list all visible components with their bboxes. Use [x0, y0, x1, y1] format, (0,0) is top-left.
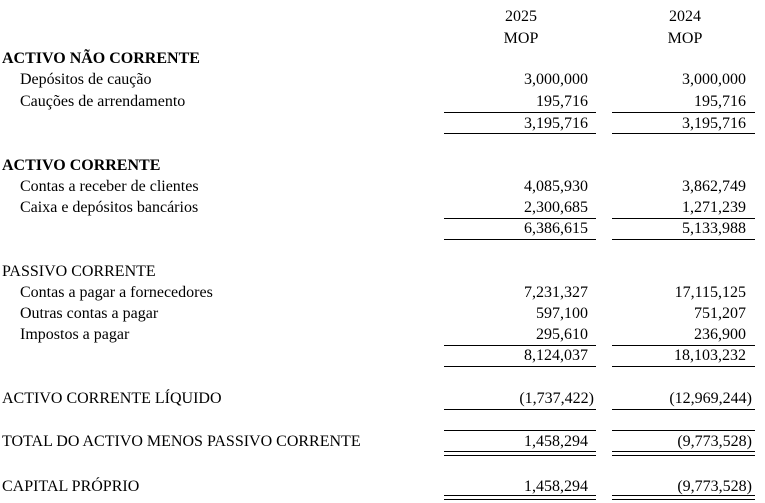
subtotal-rule — [612, 112, 755, 113]
total-assets-less-liabilities-label: TOTAL DO ACTIVO MENOS PASSIVO CORRENTE — [2, 433, 361, 450]
current-liabilities-title: PASSIVO CORRENTE — [2, 263, 156, 280]
double-underline — [444, 451, 596, 456]
net-current-assets-label: ACTIVO CORRENTE LÍQUIDO — [2, 390, 222, 407]
line-item-prior: 1,271,239 — [682, 199, 746, 216]
non-current-assets-title: ACTIVO NÃO CORRENTE — [2, 50, 200, 67]
line-item-label: Impostos a pagar — [20, 326, 130, 343]
year-prior-header: 2024 — [669, 8, 701, 25]
subtotal-prior: 5,133,988 — [682, 220, 746, 237]
line-item-label: Contas a receber de clientes — [20, 178, 199, 195]
equity-prior: (9,773,528) — [677, 478, 752, 495]
equity-label: CAPITAL PRÓPRIO — [2, 478, 140, 495]
line-item-prior: 236,900 — [694, 326, 746, 343]
double-underline — [444, 495, 596, 500]
line-item-label: Depósitos de caução — [20, 71, 152, 88]
subtotal-prior: 3,195,716 — [682, 115, 746, 132]
line-item-prior: 195,716 — [694, 93, 746, 110]
line-item-current: 597,100 — [536, 305, 588, 322]
line-item-current: 4,085,930 — [524, 178, 588, 195]
line-item-prior: 17,115,125 — [674, 284, 746, 301]
line-item-prior: 3,000,000 — [682, 71, 746, 88]
total-assets-less-liabilities-prior: (9,773,528) — [677, 433, 752, 450]
total-top-rule — [612, 430, 755, 431]
subtotal-bottom-rule — [612, 366, 755, 367]
subtotal-current: 8,124,037 — [524, 347, 588, 364]
line-item-label: Caixa e depósitos bancários — [20, 199, 199, 216]
line-item-prior: 751,207 — [694, 305, 746, 322]
line-item-current: 7,231,327 — [524, 284, 588, 301]
subtotal-bottom-rule — [612, 133, 755, 134]
subtotal-current: 3,195,716 — [524, 115, 588, 132]
total-assets-less-liabilities-current: 1,458,294 — [524, 433, 588, 450]
subtotal-prior: 18,103,232 — [674, 347, 746, 364]
total-rule — [444, 409, 596, 410]
line-item-label: Outras contas a pagar — [20, 305, 159, 322]
subtotal-bottom-rule — [444, 239, 596, 240]
double-underline — [612, 451, 755, 456]
net-current-assets-current: (1,737,422) — [519, 390, 594, 407]
line-item-label: Cauções de arrendamento — [20, 93, 186, 110]
subtotal-current: 6,386,615 — [524, 220, 588, 237]
subtotal-bottom-rule — [612, 239, 755, 240]
line-item-current: 195,716 — [536, 93, 588, 110]
total-rule — [612, 409, 755, 410]
line-item-current: 2,300,685 — [524, 199, 588, 216]
year-current-header: 2025 — [505, 8, 537, 25]
currency-prior-header: MOP — [667, 30, 703, 47]
line-item-current: 295,610 — [536, 326, 588, 343]
subtotal-rule — [444, 112, 596, 113]
subtotal-bottom-rule — [444, 366, 596, 367]
equity-current: 1,458,294 — [524, 478, 588, 495]
subtotal-bottom-rule — [444, 133, 596, 134]
line-item-current: 3,000,000 — [524, 71, 588, 88]
line-item-label: Contas a pagar a fornecedores — [20, 284, 213, 301]
double-underline — [612, 495, 755, 500]
total-top-rule — [444, 430, 596, 431]
line-item-prior: 3,862,749 — [682, 178, 746, 195]
net-current-assets-prior: (12,969,244) — [669, 390, 752, 407]
currency-current-header: MOP — [503, 30, 539, 47]
current-assets-title: ACTIVO CORRENTE — [2, 157, 161, 174]
